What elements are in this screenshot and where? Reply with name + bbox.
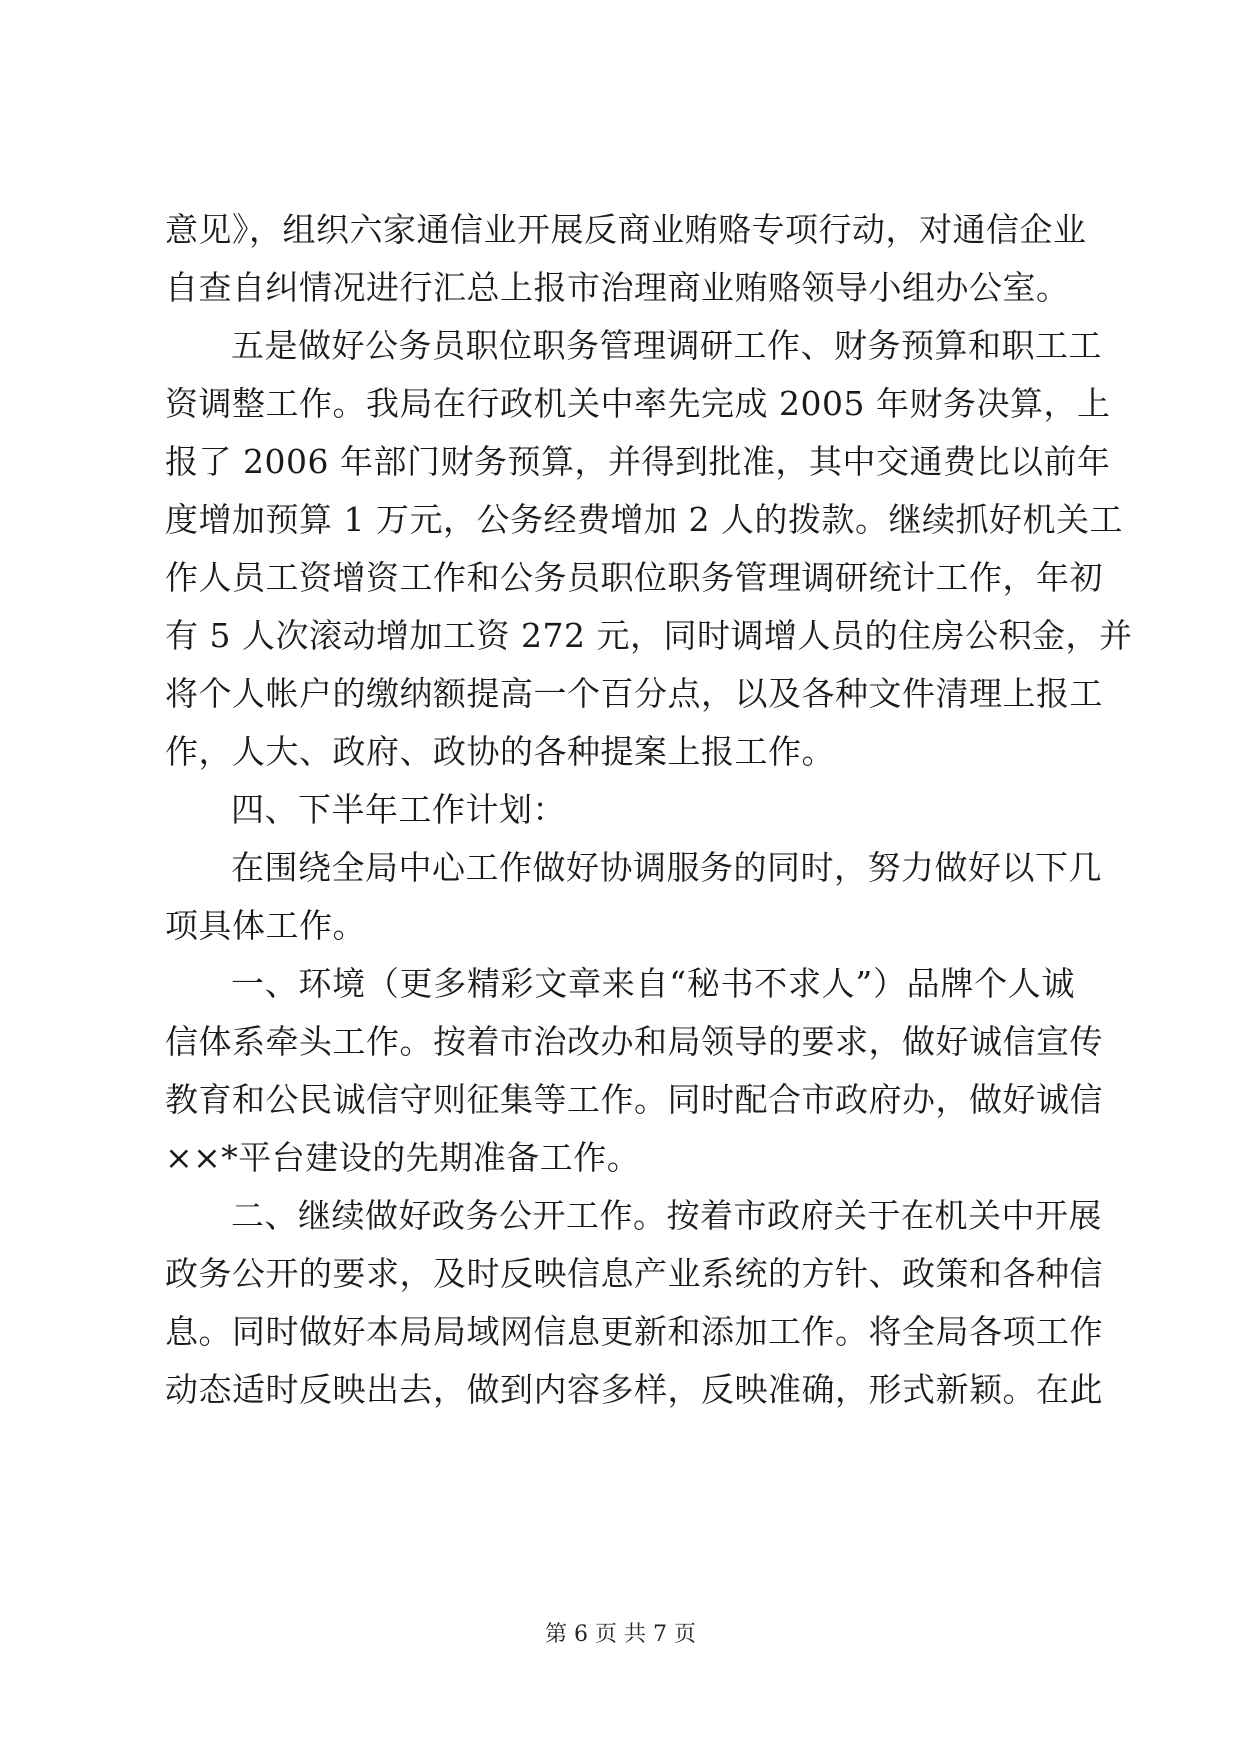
text-line: 动态适时反映出去，做到内容多样，反映准确，形式新颖。在此 (165, 1370, 1103, 1409)
text-line: 有 5 人次滚动增加工资 272 元，同时调增人员的住房公积金，并 (165, 616, 1133, 655)
text-line: 项具体工作。 (165, 906, 366, 945)
text-line: 报了 2006 年部门财务预算，并得到批准，其中交通费比以前年 (165, 442, 1111, 481)
text-line: 度增加预算 1 万元，公务经费增加 2 人的拨款。继续抓好机关工 (165, 500, 1123, 539)
text-line: 教育和公民诚信守则征集等工作。同时配合市政府办，做好诚信 (165, 1080, 1103, 1119)
text-line: 信体系牵头工作。按着市治改办和局领导的要求，做好诚信宣传 (165, 1022, 1103, 1061)
section-heading: 四、下半年工作计划： (231, 790, 566, 829)
text-line: 资调整工作。我局在行政机关中率先完成 2005 年财务决算，上 (165, 384, 1111, 423)
page-number-footer: 第 6 页 共 7 页 (545, 1622, 696, 1647)
text-line: 政务公开的要求，及时反映信息产业系统的方针、政策和各种信 (165, 1254, 1103, 1293)
text-line: 五是做好公务员职位职务管理调研工作、财务预算和职工工 (231, 326, 1102, 365)
text-line: 作，人大、政府、政协的各种提案上报工作。 (165, 732, 835, 771)
text-line: 意见》，组织六家通信业开展反商业贿赂专项行动，对通信企业 (165, 210, 1087, 249)
text-line: 将个人帐户的缴纳额提高一个百分点，以及各种文件清理上报工 (165, 674, 1103, 713)
text-line: ××*平台建设的先期准备工作。 (165, 1138, 641, 1177)
text-line: 作人员工资增资工作和公务员职位职务管理调研统计工作，年初 (165, 558, 1103, 597)
text-line: 自查自纠情况进行汇总上报市治理商业贿赂领导小组办公室。 (165, 268, 1070, 307)
text-line: 一、环境（更多精彩文章来自“秘书不求人”）品牌个人诚 (231, 964, 1075, 1003)
text-line: 息。同时做好本局局域网信息更新和添加工作。将全局各项工作 (165, 1312, 1103, 1351)
text-line: 在围绕全局中心工作做好协调服务的同时，努力做好以下几 (231, 848, 1102, 887)
text-line: 二、继续做好政务公开工作。按着市政府关于在机关中开展 (231, 1196, 1102, 1235)
